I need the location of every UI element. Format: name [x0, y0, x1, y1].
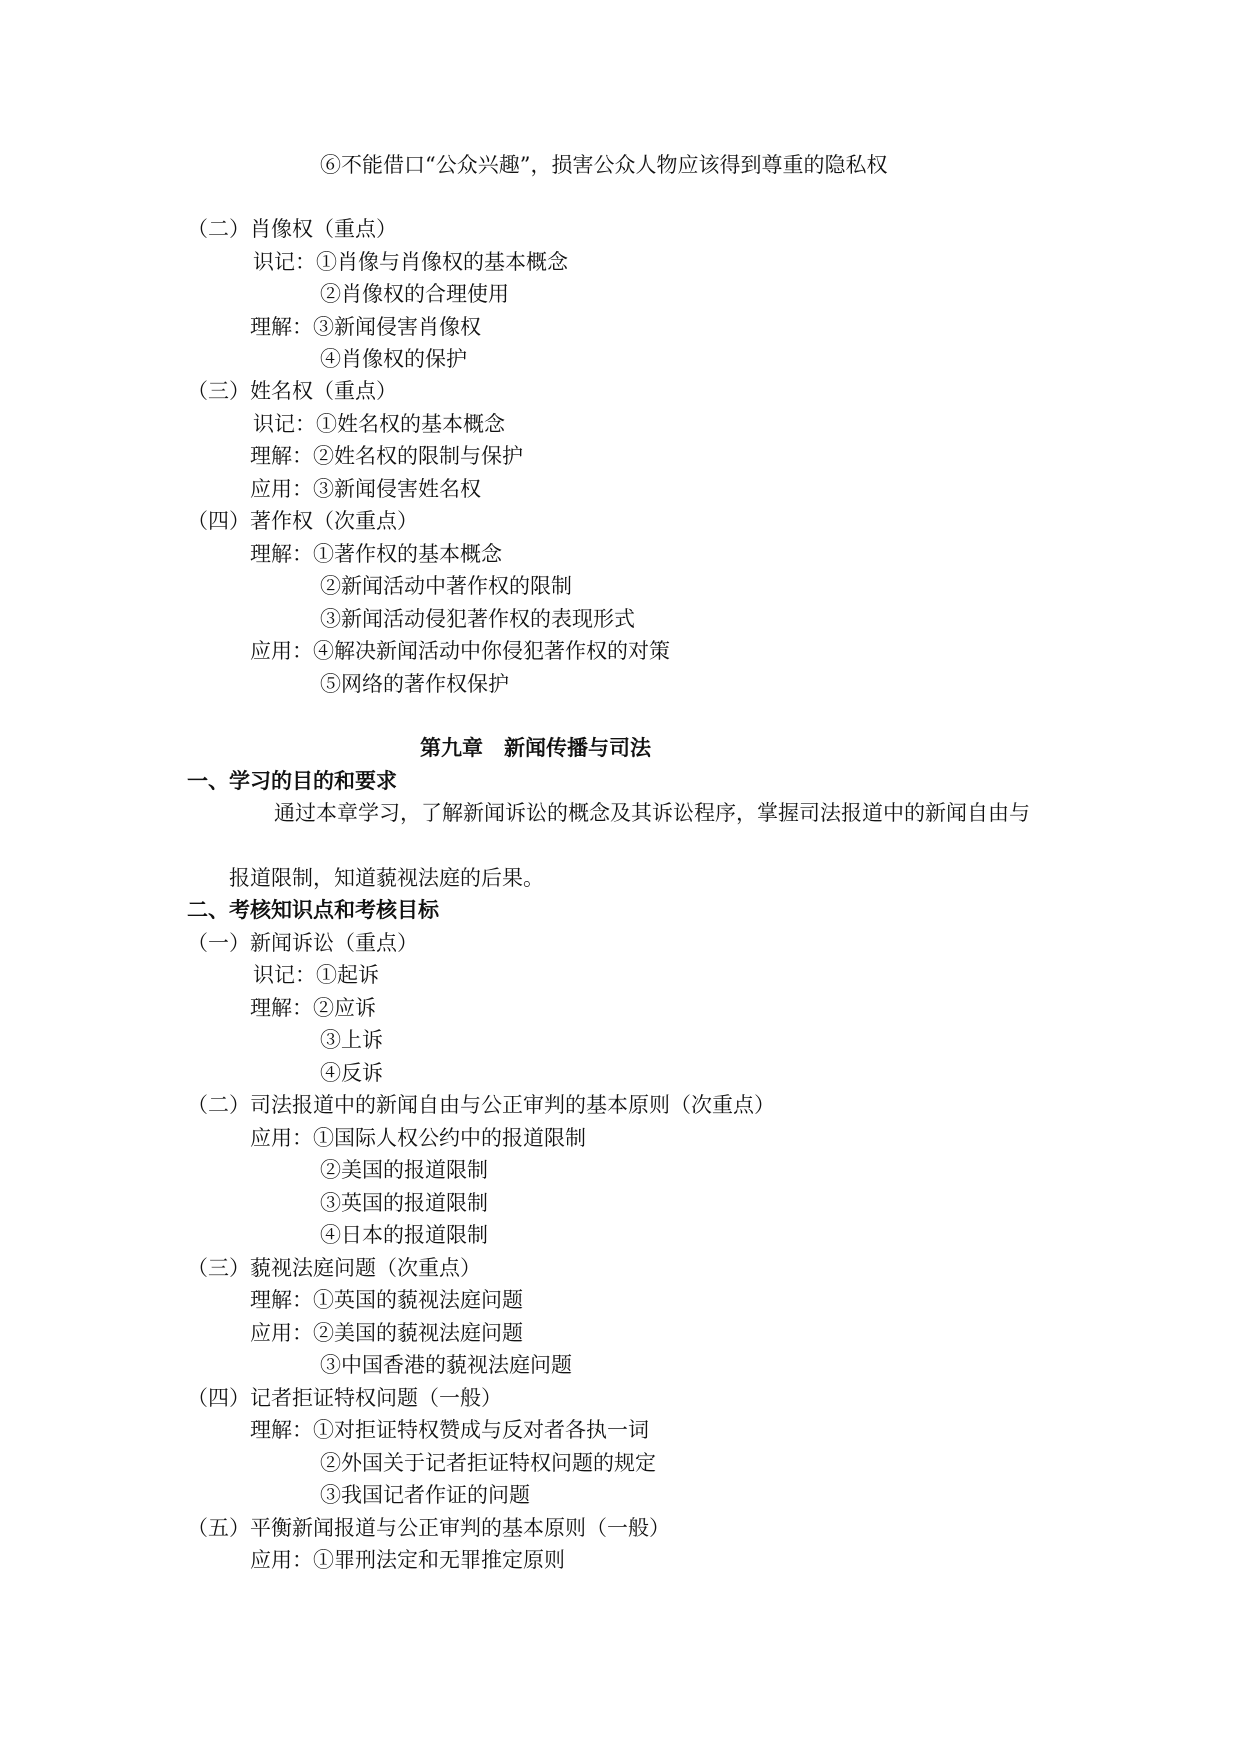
list-item: ②肖像权的合理使用 — [320, 282, 509, 306]
list-item: ②外国关于记者拒证特权问题的规定 — [320, 1451, 656, 1475]
list-item: ②新闻活动中著作权的限制 — [320, 574, 572, 598]
list-item: 识记：①肖像与肖像权的基本概念 — [253, 250, 568, 274]
list-item: ③英国的报道限制 — [320, 1191, 488, 1215]
paragraph: 报道限制，知道藐视法庭的后果。 — [229, 866, 544, 890]
list-item: ⑥不能借口“公众兴趣”，损害公众人物应该得到尊重的隐私权 — [320, 153, 888, 177]
section-heading: （四）记者拒证特权问题（一般） — [187, 1386, 502, 1410]
list-item: ④日本的报道限制 — [320, 1223, 488, 1247]
chapter-title: 第九章 新闻传播与司法 — [420, 735, 651, 760]
section-heading: （三）藐视法庭问题（次重点） — [187, 1256, 481, 1280]
section-heading: （二）司法报道中的新闻自由与公正审判的基本原则（次重点） — [187, 1093, 775, 1117]
section-heading: （一）新闻诉讼（重点） — [187, 931, 418, 955]
list-item: ⑤网络的著作权保护 — [320, 672, 509, 696]
list-item: ②美国的报道限制 — [320, 1158, 488, 1182]
list-item: ③我国记者作证的问题 — [320, 1483, 530, 1507]
list-item: ③上诉 — [320, 1028, 383, 1052]
section-heading: （三）姓名权（重点） — [187, 379, 397, 403]
section-heading: 二、考核知识点和考核目标 — [187, 897, 439, 922]
list-item: 理解：①著作权的基本概念 — [250, 542, 502, 566]
list-item: 应用：①国际人权公约中的报道限制 — [250, 1126, 586, 1150]
paragraph: 通过本章学习，了解新闻诉讼的概念及其诉讼程序，掌握司法报道中的新闻自由与 — [274, 801, 1030, 825]
list-item: 应用：④解决新闻活动中你侵犯著作权的对策 — [250, 639, 670, 663]
list-item: ④肖像权的保护 — [320, 347, 467, 371]
list-item: 理解：②应诉 — [250, 996, 376, 1020]
section-heading: （二）肖像权（重点） — [187, 217, 397, 241]
section-heading: （四）著作权（次重点） — [187, 509, 418, 533]
list-item: ③中国香港的藐视法庭问题 — [320, 1353, 572, 1377]
section-heading: （五）平衡新闻报道与公正审判的基本原则（一般） — [187, 1516, 670, 1540]
section-heading: 一、学习的目的和要求 — [187, 768, 397, 793]
list-item: 应用：②美国的藐视法庭问题 — [250, 1321, 523, 1345]
list-item: ④反诉 — [320, 1061, 383, 1085]
list-item: 理解：②姓名权的限制与保护 — [250, 444, 523, 468]
list-item: 理解：①英国的藐视法庭问题 — [250, 1288, 523, 1312]
list-item: 理解：③新闻侵害肖像权 — [250, 315, 481, 339]
list-item: 识记：①姓名权的基本概念 — [253, 412, 505, 436]
list-item: 应用：①罪刑法定和无罪推定原则 — [250, 1548, 565, 1572]
list-item: ③新闻活动侵犯著作权的表现形式 — [320, 607, 635, 631]
list-item: 理解：①对拒证特权赞成与反对者各执一词 — [250, 1418, 649, 1442]
list-item: 应用：③新闻侵害姓名权 — [250, 477, 481, 501]
list-item: 识记：①起诉 — [253, 963, 379, 987]
